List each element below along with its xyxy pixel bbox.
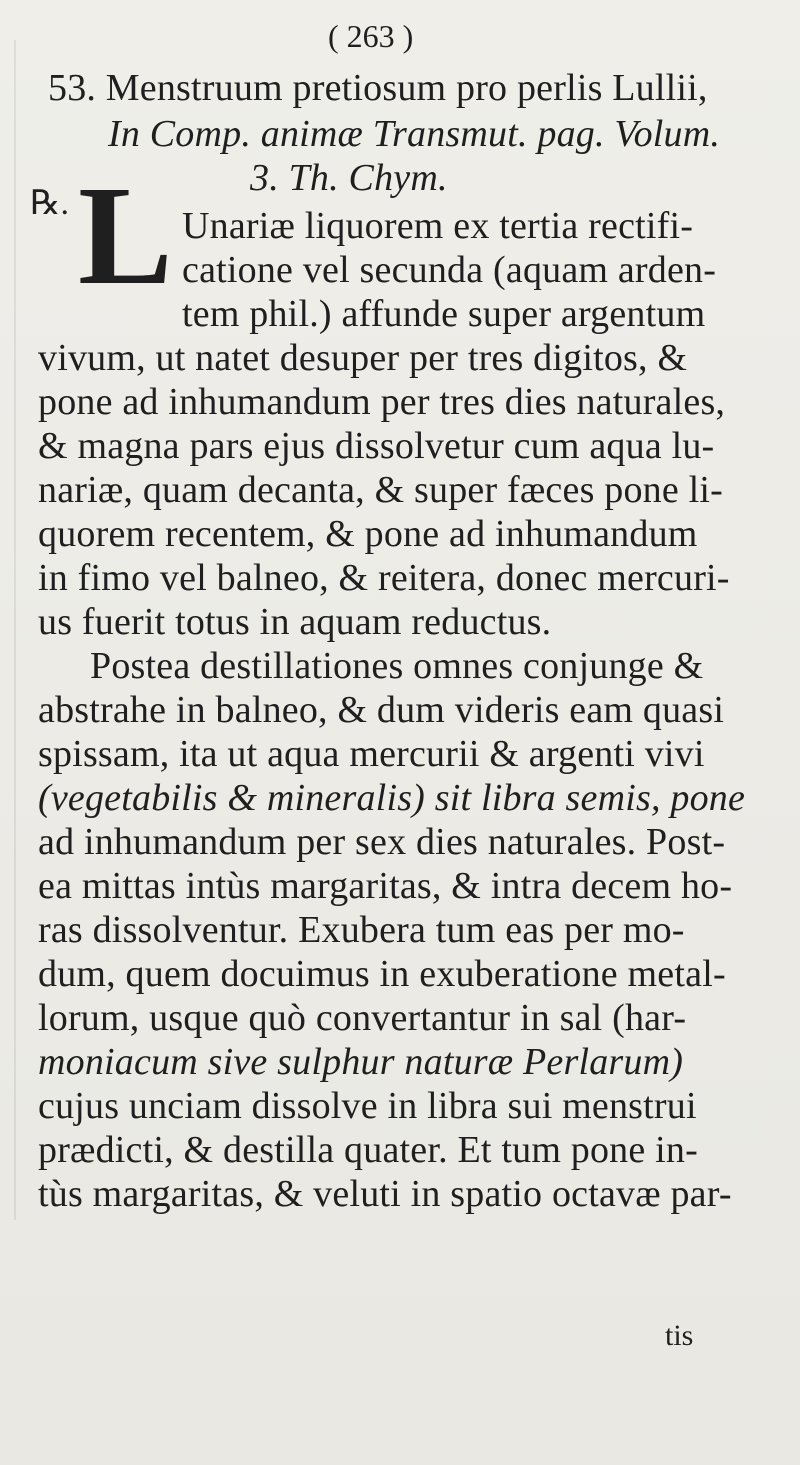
text-line: vivum, ut natet desuper per tres digitos, & bbox=[38, 337, 688, 379]
drop-cap-initial: L bbox=[78, 156, 173, 314]
text-line: cujus unciam dissolve in libra sui menstrui bbox=[38, 1085, 697, 1127]
source-volume: 3. Th. Chym. bbox=[250, 157, 448, 199]
catchword: tis bbox=[665, 1319, 694, 1352]
text-line: in fimo vel balneo, & reitera, donec mercuri- bbox=[38, 557, 730, 599]
text-line: Postea destillationes omnes conjunge & bbox=[90, 645, 704, 687]
text-line: quorem recentem, & pone ad inhumandum bbox=[38, 513, 698, 555]
text-line: catione vel secunda (aquam arden- bbox=[182, 249, 717, 291]
text-line: nariæ, quam decanta, & super fæces pone li- bbox=[38, 469, 723, 511]
text-line: (vegetabilis & mineralis) sit libra semis, pone bbox=[38, 777, 746, 819]
text-line: ad inhumandum per sex dies naturales. Post- bbox=[38, 821, 726, 863]
source-reference: In Comp. animæ Transmut. pag. Volum. bbox=[108, 113, 721, 155]
page-gutter bbox=[14, 40, 16, 1220]
text-line: spissam, ita ut aqua mercurii & argenti vivi bbox=[38, 733, 705, 775]
recipe-heading: 53. Menstruum pretiosum pro perlis Lullii, bbox=[48, 67, 708, 109]
text-line: dum, quem docuimus in exuberatione metal- bbox=[38, 953, 726, 995]
page-number: ( 263 ) bbox=[328, 18, 414, 54]
text-line: lorum, usque quò convertantur in sal (har- bbox=[38, 997, 687, 1039]
text-line: pone ad inhumandum per tres dies naturales, bbox=[38, 381, 726, 423]
text-line: Unariæ liquorem ex tertia rectifi- bbox=[182, 205, 694, 247]
text-line: & magna pars ejus dissolvetur cum aqua lu- bbox=[38, 425, 715, 467]
text-line: ras dissolventur. Exubera tum eas per mo- bbox=[38, 909, 685, 951]
text-line: us fuerit totus in aquam reductus. bbox=[38, 601, 552, 643]
recipe-mark: ℞. bbox=[30, 185, 69, 222]
text-line: ea mittas intùs margaritas, & intra decem ho- bbox=[38, 865, 733, 907]
text-line: tem phil.) affunde super argentum bbox=[182, 293, 706, 335]
text-line: moniacum sive sulphur naturæ Perlarum) bbox=[38, 1041, 684, 1083]
text-line: tùs margaritas, & veluti in spatio octavæ par- bbox=[38, 1173, 732, 1215]
text-line: abstrahe in balneo, & dum videris eam quasi bbox=[38, 689, 725, 731]
text-line: prædicti, & destilla quater. Et tum pone in- bbox=[38, 1129, 698, 1171]
